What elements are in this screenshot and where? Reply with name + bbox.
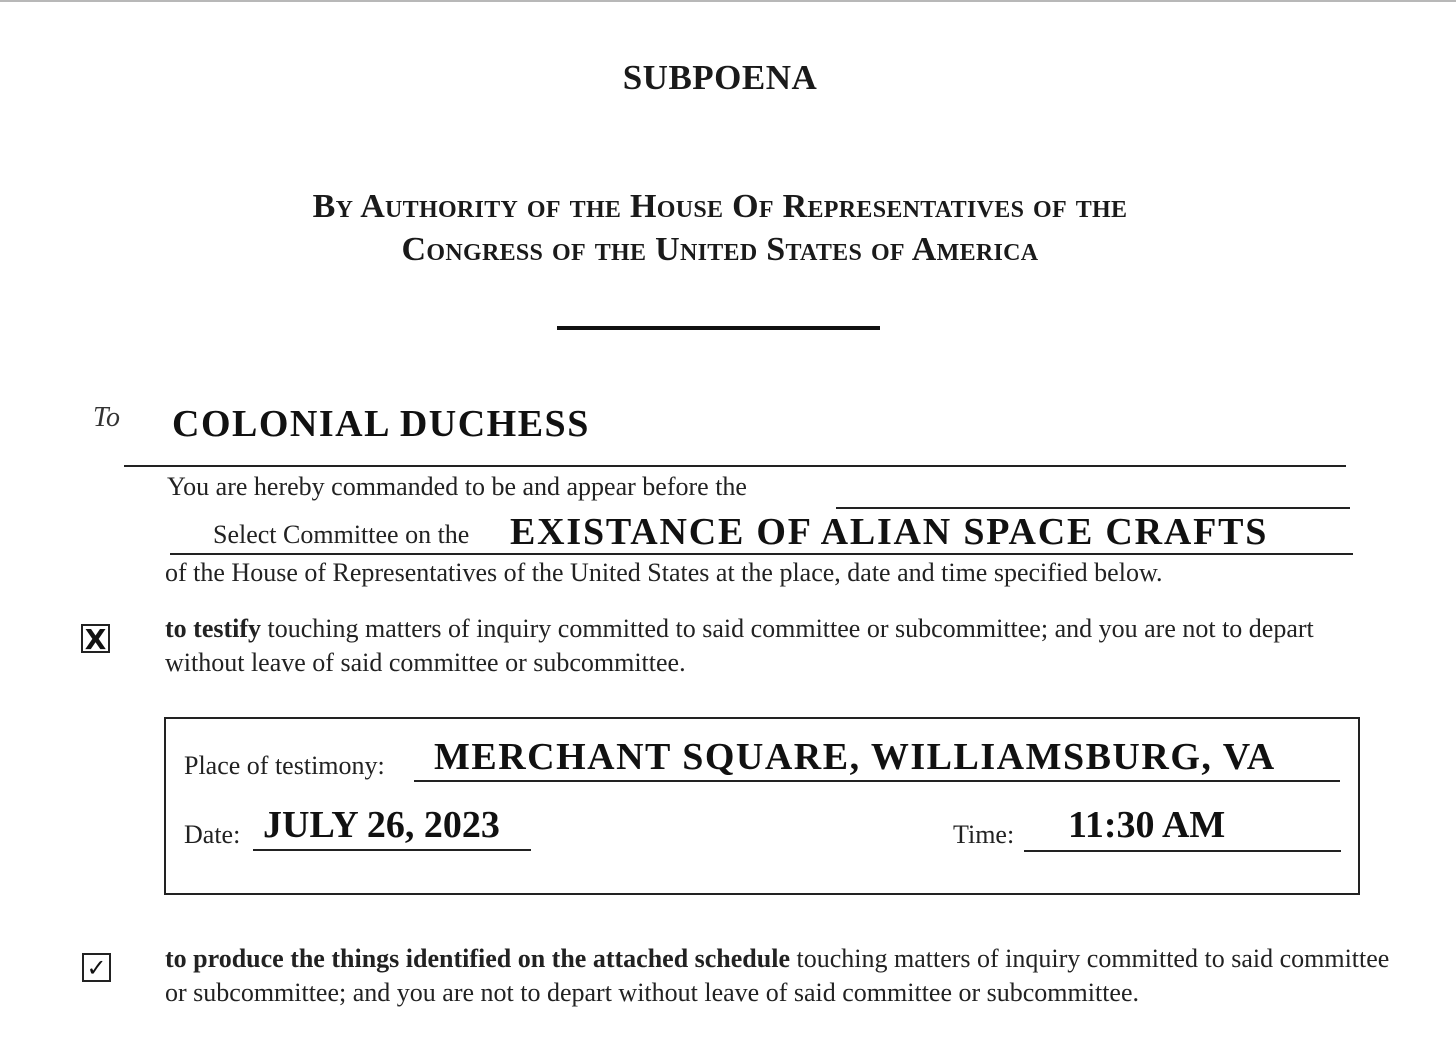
committee-name: EXISTANCE OF ALIAN SPACE CRAFTS: [510, 511, 1269, 553]
place-underline: [414, 780, 1340, 782]
title-divider: [557, 326, 880, 330]
authority-line-2: Congress of the United States of America: [401, 231, 1039, 268]
date-value: JULY 26, 2023: [263, 804, 500, 846]
time-underline: [1024, 850, 1341, 852]
authority-line-1: By Authority of the House Of Representatives of the: [312, 188, 1128, 225]
date-label: Date:: [184, 820, 241, 849]
committee-underline: [170, 553, 1353, 555]
testify-text: touching matters of inquiry committed to said committee or subcommittee; and you are not to depart without leave of said committee or subcommittee.: [165, 614, 1314, 677]
committee-prefix: Select Committee on the: [213, 520, 470, 549]
testify-lead: to testify: [165, 614, 262, 643]
recipient-underline: [124, 465, 1346, 467]
to-label: To: [93, 402, 121, 433]
place-value: MERCHANT SQUARE, WILLIAMSBURG, VA: [434, 736, 1276, 778]
appear-before-blank: [836, 507, 1350, 509]
top-border: [0, 0, 1456, 2]
recipient-name: COLONIAL DUCHESS: [172, 403, 590, 445]
date-underline: [253, 849, 531, 851]
time-value: 11:30 AM: [1068, 804, 1226, 846]
produce-lead: to produce the things identified on the attached schedule: [165, 944, 790, 973]
command-line-1: You are hereby commanded to be and appear before the: [167, 472, 747, 501]
produce-paragraph: [165, 942, 1415, 1010]
time-label: Time:: [953, 820, 1015, 849]
produce-checkbox[interactable]: ✓: [82, 953, 111, 982]
produce-text: touching matters of inquiry committed to said committee or subcommittee; and you are not to depart without leave of said committee or subcommittee.: [165, 944, 1390, 1007]
place-label: Place of testimony:: [184, 751, 385, 780]
testify-paragraph: [165, 612, 1385, 680]
testify-checkbox[interactable]: X: [81, 624, 110, 653]
document-title: SUBPOENA: [622, 58, 818, 97]
command-line-3: of the House of Representatives of the United States at the place, date and time specified below.: [165, 558, 1163, 587]
